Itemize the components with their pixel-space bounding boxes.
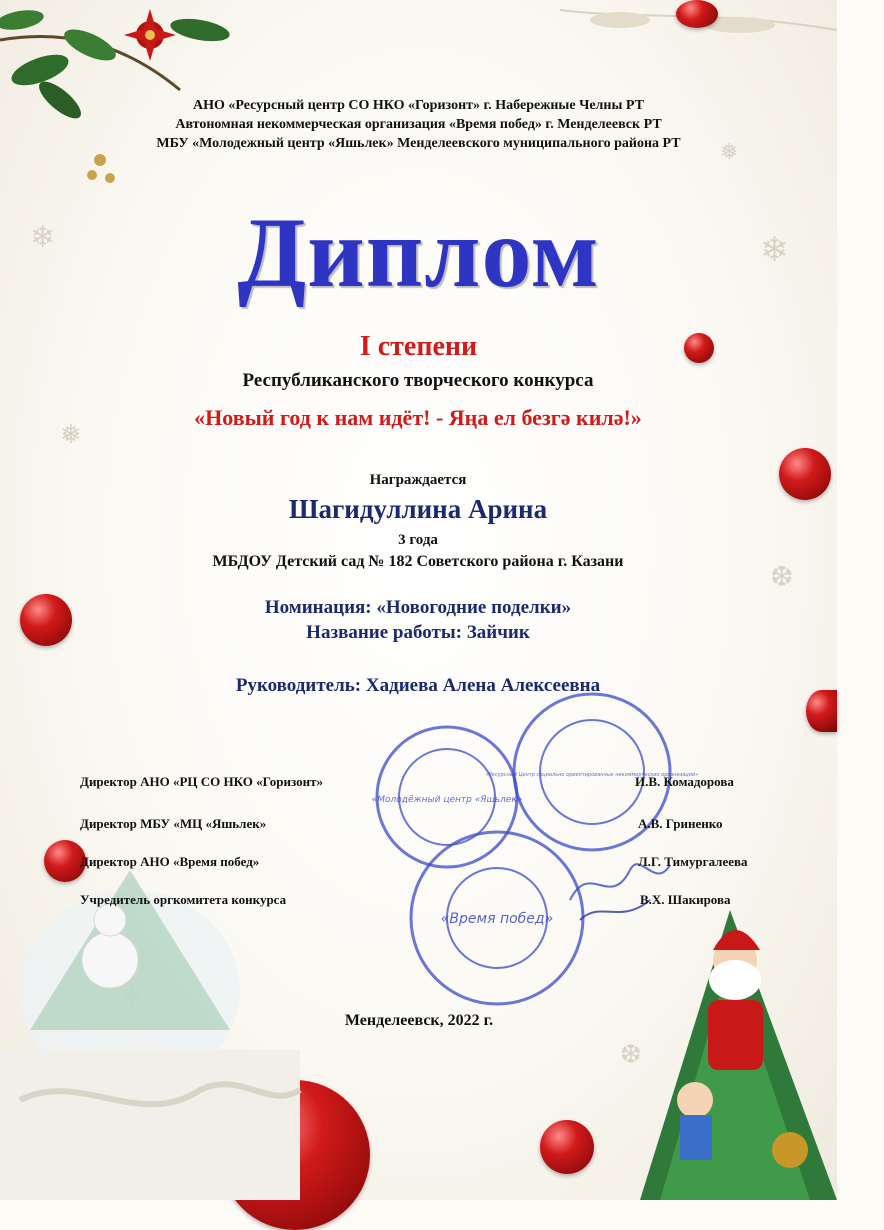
awardee-age: 3 года <box>398 532 438 548</box>
nomination: Номинация: «Новогодние поделки» <box>264 597 572 618</box>
work-title: Название работы: Зайчик <box>306 622 530 643</box>
contest-name: «Новый год к нам идёт! - Яңа ел безгә килә!» <box>194 405 642 430</box>
header-line: МБУ «Молодежный центр «Яшьлек» Менделеевского муниципального района РТ <box>156 136 681 151</box>
awardee-organization: МБДОУ Детский сад № 182 Советского района г. Казани <box>212 553 624 570</box>
signatory-name: А.В. Гриненко <box>638 816 723 831</box>
place-and-date: Менделеевск, 2022 г. <box>344 1012 494 1029</box>
diploma-title: Диплом <box>237 197 600 308</box>
ornament-ball <box>540 1120 594 1174</box>
signature-row <box>80 814 780 834</box>
stamp-text: «Время побед» <box>440 911 554 927</box>
snowflake-icon: ❆ <box>620 1040 642 1070</box>
signature-row <box>80 772 780 792</box>
snowflake-icon: ❅ <box>720 140 739 165</box>
santa-tree-decoration <box>620 900 837 1200</box>
degree-label: I степени <box>359 331 478 362</box>
signature-row <box>80 852 780 872</box>
ornament-ball <box>676 0 718 28</box>
stamp-text: «Молодёжный центр «Яшьлек» <box>371 795 523 805</box>
snowflake-icon: ❄ <box>30 220 56 255</box>
contest-label: Республиканского творческого конкурса <box>242 370 594 391</box>
signatory-role: Директор АНО «РЦ СО НКО «Горизонт» <box>80 774 323 789</box>
awarded-label: Награждается <box>369 472 467 488</box>
signatory-role: Директор МБУ «МЦ «Яшьлек» <box>80 816 267 831</box>
snowflake-icon: ❄ <box>760 230 789 270</box>
snowflake-icon: ❆ <box>770 560 794 593</box>
organizations-header <box>0 96 837 153</box>
header-line: Автономная некоммерческая организация «Время побед» г. Менделеевск РТ <box>175 117 662 132</box>
awardee-name: Шагидуллина Арина <box>288 494 548 524</box>
header-line: АНО «Ресурсный центр СО НКО «Горизонт» г. Набережные Челны РТ <box>193 98 644 113</box>
signatory-role: Директор АНО «Время побед» <box>80 854 260 869</box>
signatory-name: И.В. Комадорова <box>635 774 734 789</box>
signature-row <box>80 890 780 910</box>
stamp-text: «Ресурсный Центр социально ориентированных некоммерческих организаций» <box>485 772 699 778</box>
signatory-role: Учредитель оргкомитета конкурса <box>80 892 287 907</box>
leader: Руководитель: Хадиева Алена Алексеевна <box>235 675 601 696</box>
signatory-name: В.Х. Шакирова <box>640 892 731 907</box>
snowflake-icon: ❅ <box>60 420 82 450</box>
signatory-name: Л.Г. Тимургалеева <box>638 854 748 869</box>
snow-globe-decoration <box>0 900 320 1200</box>
